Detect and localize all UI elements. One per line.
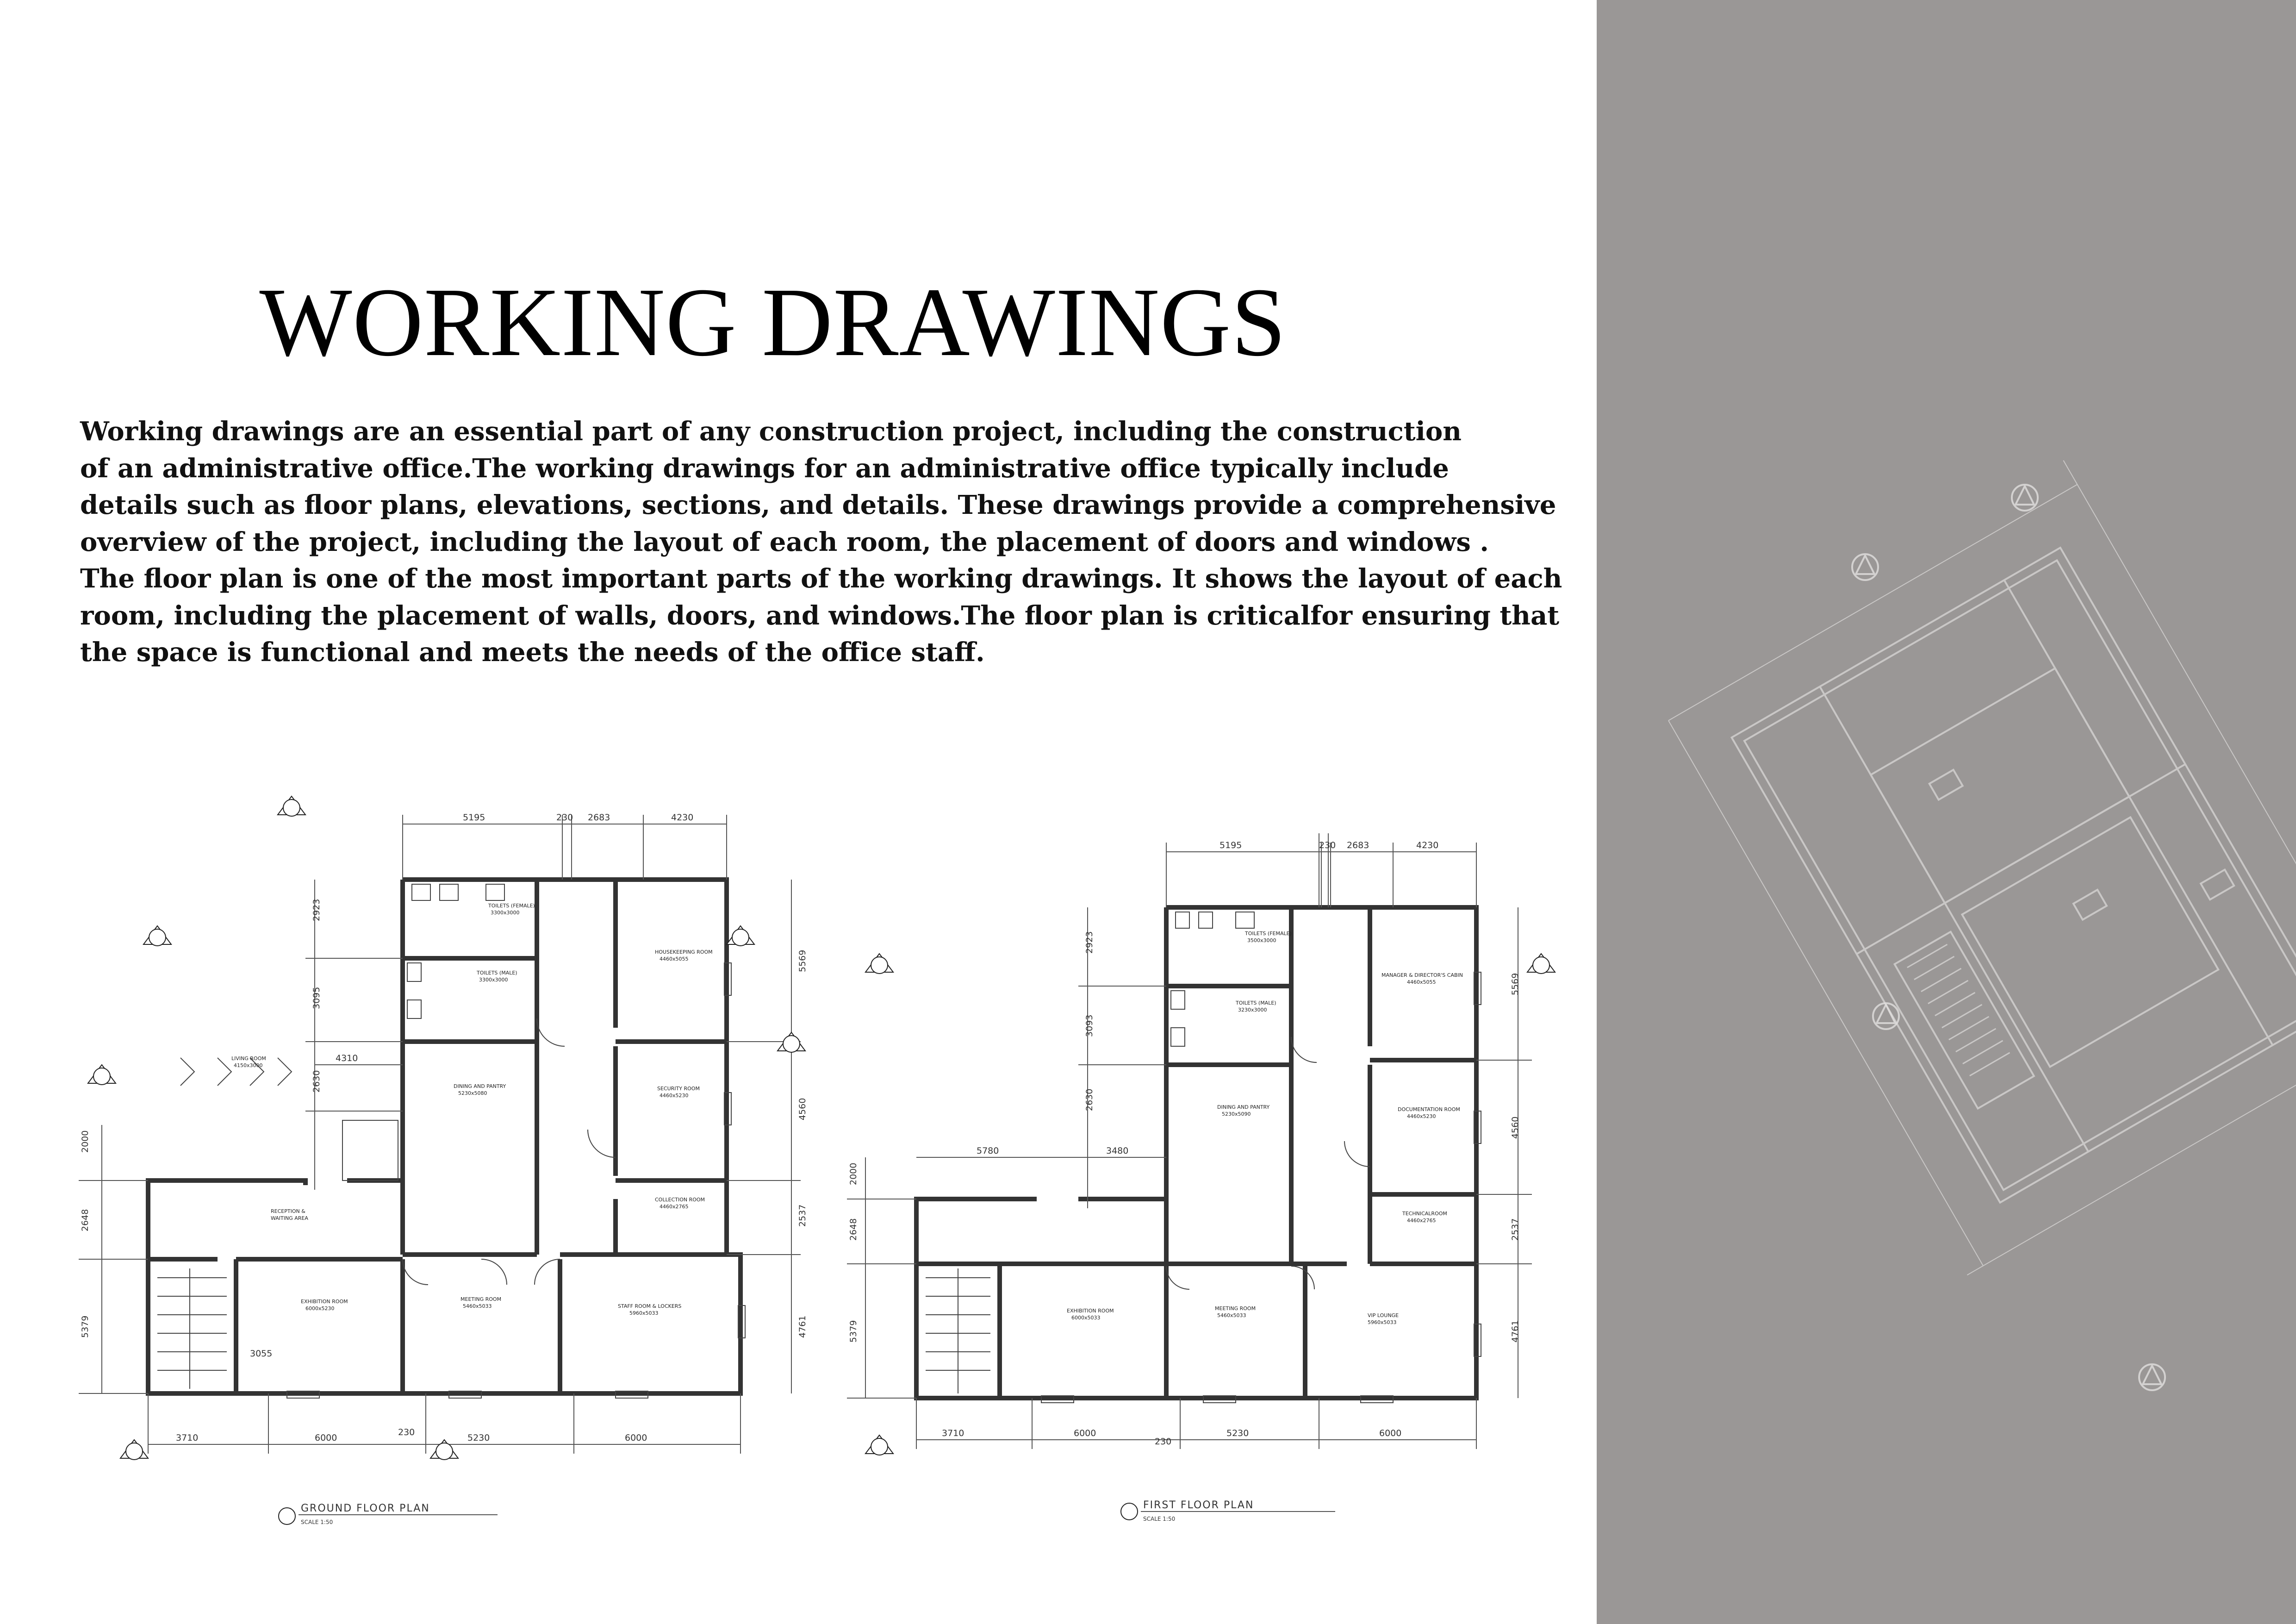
plan-scale: SCALE 1:50	[1143, 1516, 1176, 1522]
dim-inner: 3055	[250, 1349, 273, 1359]
dim-left: 2923	[1084, 931, 1095, 954]
dim-top: 230	[1319, 840, 1336, 850]
first-floor-plan	[838, 833, 1578, 1539]
dim-top: 4230	[1416, 840, 1439, 850]
room-size: 6000x5230	[305, 1305, 335, 1312]
room-name: SECURITY ROOM	[657, 1086, 700, 1092]
blueprint-sidebar	[1597, 0, 2296, 1624]
room-size: 5960x5033	[1368, 1319, 1397, 1325]
room-name: DOCUMENTATION ROOM	[1398, 1106, 1460, 1112]
room-size: WAITING AREA	[271, 1215, 308, 1221]
room-name: DINING AND PANTRY	[1217, 1104, 1270, 1110]
dim-left: 3095	[311, 987, 322, 1009]
dim-top: 5195	[1220, 840, 1242, 850]
dim-right: 2537	[797, 1204, 808, 1227]
room-name: VIP LOUNGE	[1368, 1312, 1399, 1318]
dim-bottom: 3710	[942, 1428, 964, 1438]
plan-caption: FIRST FLOOR PLAN	[1143, 1499, 1254, 1511]
room-size: 5230x5090	[1222, 1111, 1251, 1117]
dim-bottom-gap: 230	[398, 1427, 415, 1437]
room-size: 4150x3000	[234, 1062, 263, 1068]
dim-inner: 3480	[1106, 1146, 1129, 1156]
dim-right: 5569	[797, 949, 808, 972]
dim-top: 2683	[588, 812, 610, 823]
dim-bottom: 5230	[1226, 1428, 1249, 1438]
dim-bottom: 5230	[467, 1433, 490, 1443]
room-size: 4460x2765	[660, 1204, 689, 1210]
room-name: DINING AND PANTRY	[454, 1083, 506, 1089]
room-size: 5460x5033	[463, 1303, 492, 1309]
paragraph-line: of an administrative office.The working drawings for an administrative office typically include	[80, 453, 1449, 484]
room-size: 3300x3000	[479, 977, 508, 983]
room-name: HOUSEKEEPING ROOM	[655, 949, 713, 955]
dim-left: 2630	[311, 1070, 322, 1093]
dim-left: 2648	[80, 1209, 90, 1231]
dim-bottom: 6000	[1074, 1428, 1096, 1438]
dim-top: 230	[556, 812, 573, 823]
dim-bottom: 6000	[315, 1433, 337, 1443]
ground-floor-plan-drawing	[69, 768, 856, 1537]
paragraph-line: Working drawings are an essential part of any construction project, including the construction	[80, 416, 1462, 447]
room-size: 4460x5055	[660, 956, 689, 962]
room-name: TOILETS (FEMALE)	[1245, 931, 1292, 937]
dim-right: 4560	[1510, 1116, 1520, 1139]
room-size: 5230x5080	[458, 1090, 487, 1096]
room-name: EXHIBITION ROOM	[301, 1299, 348, 1305]
dim-top: 2683	[1347, 840, 1369, 850]
room-size: 5460x5033	[1217, 1312, 1246, 1318]
paragraph-line: the space is functional and meets the needs of the office staff.	[80, 637, 985, 668]
room-size: 4460x5230	[660, 1093, 689, 1099]
room-name: RECEPTION &	[271, 1208, 305, 1214]
dim-inner: 4310	[336, 1053, 358, 1063]
dim-bottom: 6000	[1379, 1428, 1402, 1438]
dim-bottom-gap: 230	[1155, 1437, 1172, 1447]
paragraph-line: details such as floor plans, elevations, sections, and details. These drawings provide a comprehensive	[80, 490, 1556, 520]
plan-scale: SCALE 1:50	[301, 1519, 333, 1525]
description-paragraph	[80, 413, 1603, 671]
blueprint-background-drawing	[1597, 0, 2296, 1624]
paragraph-line: overview of the project, including the layout of each room, the placement of doors and windows .	[80, 526, 1489, 557]
room-name: LIVING ROOM	[231, 1056, 266, 1062]
dim-left: 3093	[1084, 1014, 1095, 1037]
dim-left: 5379	[80, 1315, 90, 1338]
room-size: 3230x3000	[1238, 1007, 1267, 1013]
dim-inner: 5780	[977, 1146, 999, 1156]
dim-left: 2923	[311, 899, 322, 921]
room-size: 5960x5033	[629, 1310, 659, 1316]
room-size: 3300x3000	[491, 910, 520, 916]
room-size: 4460x5055	[1407, 979, 1436, 985]
room-name: STAFF ROOM & LOCKERS	[618, 1303, 682, 1309]
dim-top: 4230	[671, 812, 694, 823]
room-size: 4460x2765	[1407, 1218, 1436, 1224]
room-name: MEETING ROOM	[1215, 1305, 1256, 1312]
dim-left: 2648	[848, 1218, 859, 1241]
dim-right: 2537	[1510, 1218, 1520, 1241]
ground-floor-plan	[69, 768, 856, 1539]
dim-top: 5195	[463, 812, 485, 823]
room-size: 4460x5230	[1407, 1113, 1436, 1119]
plan-caption: GROUND FLOOR PLAN	[301, 1503, 430, 1514]
room-name: EXHIBITION ROOM	[1067, 1308, 1114, 1314]
room-size: 6000x5033	[1071, 1315, 1101, 1321]
room-name: TECHNICALROOM	[1402, 1211, 1447, 1217]
dim-right: 4761	[1510, 1320, 1520, 1343]
room-name: TOILETS (MALE)	[1236, 1000, 1276, 1006]
dim-bottom: 6000	[625, 1433, 647, 1443]
dim-left: 2000	[80, 1130, 90, 1153]
dim-left: 2000	[848, 1162, 859, 1185]
room-name: COLLECTION ROOM	[655, 1197, 705, 1203]
dim-left: 2630	[1084, 1088, 1095, 1111]
page-title: WORKING DRAWINGS	[259, 268, 1287, 376]
dim-right: 4761	[797, 1315, 808, 1338]
paragraph-line: The floor plan is one of the most important parts of the working drawings. It shows the layout of each	[80, 563, 1562, 594]
paragraph-line: room, including the placement of walls, doors, and windows.The floor plan is criticalfor ensuring that	[80, 600, 1560, 631]
dim-right: 5569	[1510, 973, 1520, 995]
room-name: MANAGER & DIRECTOR'S CABIN	[1381, 972, 1463, 978]
room-size: 3500x3000	[1247, 937, 1276, 943]
dim-left: 5379	[848, 1320, 859, 1343]
room-name: TOILETS (FEMALE)	[488, 903, 535, 909]
room-name: MEETING ROOM	[460, 1296, 502, 1302]
dim-right: 4560	[797, 1098, 808, 1120]
dim-bottom: 3710	[176, 1433, 199, 1443]
first-floor-plan-drawing	[838, 833, 1578, 1537]
room-name: TOILETS (MALE)	[477, 970, 517, 976]
